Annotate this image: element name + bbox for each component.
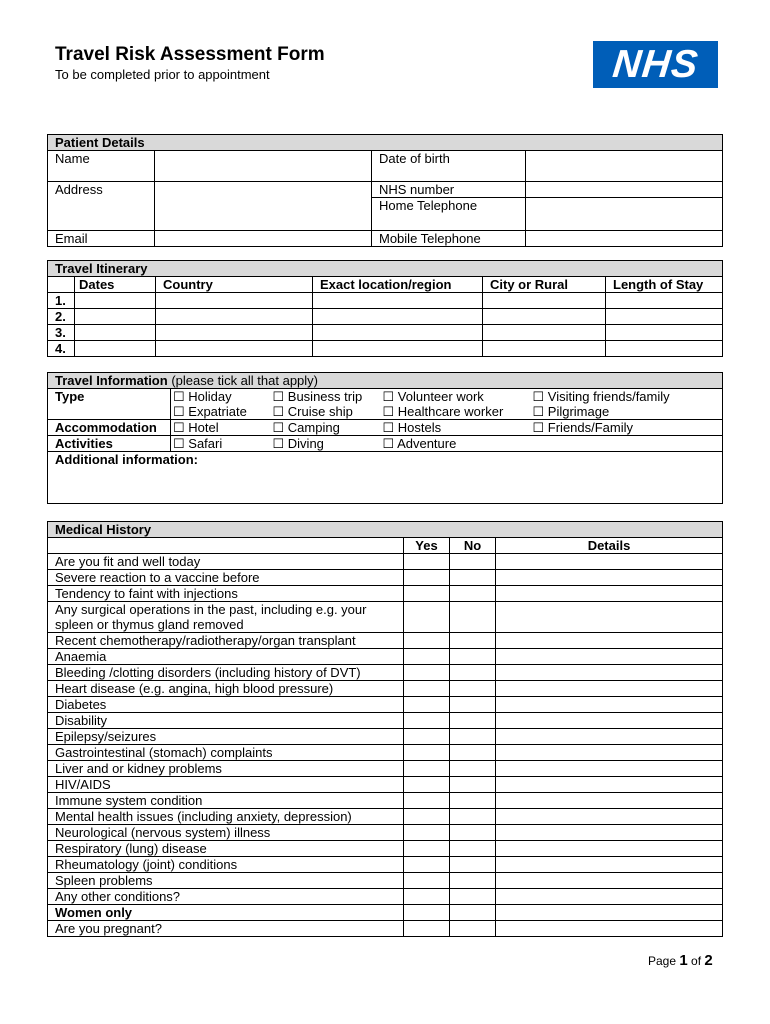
condition-no-cell[interactable]	[450, 713, 496, 729]
travel-itinerary-heading: Travel Itinerary	[48, 261, 723, 277]
condition-label: Disability	[48, 713, 404, 729]
checkbox-diving[interactable]: ☐ Diving	[271, 436, 381, 452]
condition-no-cell[interactable]	[450, 633, 496, 649]
condition-yes-cell[interactable]	[404, 602, 450, 633]
activities-empty-cell	[531, 436, 723, 452]
medical-history-row	[48, 570, 723, 586]
checkbox-healthcare-worker[interactable]: ☐ Healthcare worker	[382, 404, 504, 419]
medical-history-row	[48, 873, 723, 889]
women-only-details-cell	[496, 905, 723, 921]
condition-yes-cell[interactable]	[404, 665, 450, 681]
condition-label: Liver and or kidney problems	[48, 761, 404, 777]
condition-no-cell[interactable]	[450, 809, 496, 825]
condition-details-cell[interactable]	[496, 841, 723, 857]
condition-no-cell[interactable]	[450, 681, 496, 697]
condition-yes-cell[interactable]	[404, 793, 450, 809]
condition-label: Mental health issues (including anxiety, depression)	[48, 809, 404, 825]
country-cell[interactable]	[156, 293, 313, 309]
location-cell[interactable]	[313, 309, 483, 325]
medical-history-row	[48, 793, 723, 809]
home-telephone-label: Home Telephone	[372, 198, 526, 231]
home-telephone-field[interactable]	[526, 198, 723, 231]
condition-label: Gastrointestinal (stomach) complaints	[48, 745, 404, 761]
mobile-telephone-label: Mobile Telephone	[372, 231, 526, 247]
checkbox-friends-family[interactable]: ☐ Friends/Family	[531, 420, 723, 436]
travel-information-heading: Travel Information (please tick all that apply)	[48, 373, 723, 389]
travel-information-table	[47, 372, 723, 504]
condition-no-cell[interactable]	[450, 554, 496, 570]
condition-details-cell[interactable]	[496, 681, 723, 697]
condition-details-cell[interactable]	[496, 825, 723, 841]
dates-cell[interactable]	[75, 293, 156, 309]
condition-yes-cell[interactable]	[404, 633, 450, 649]
dates-cell[interactable]	[75, 325, 156, 341]
city-rural-cell[interactable]	[483, 309, 606, 325]
condition-details-cell[interactable]	[496, 777, 723, 793]
page-title: Travel Risk Assessment Form	[55, 44, 325, 65]
pregnant-yes-cell[interactable]	[404, 921, 450, 937]
condition-no-cell[interactable]	[450, 586, 496, 602]
condition-details-cell[interactable]	[496, 793, 723, 809]
condition-label: Recent chemotherapy/radiotherapy/organ transplant	[48, 633, 404, 649]
column-header-length-of-stay: Length of Stay	[606, 277, 723, 293]
condition-label: Neurological (nervous system) illness	[48, 825, 404, 841]
women-only-heading: Women only	[48, 905, 404, 921]
condition-details-cell[interactable]	[496, 761, 723, 777]
checkbox-hotel[interactable]: ☐ Hotel	[171, 420, 271, 436]
medical-history-row	[48, 602, 723, 633]
location-cell[interactable]	[313, 293, 483, 309]
length-of-stay-cell[interactable]	[606, 325, 723, 341]
condition-yes-cell[interactable]	[404, 857, 450, 873]
condition-no-cell[interactable]	[450, 825, 496, 841]
address-label: Address	[48, 182, 155, 231]
country-cell[interactable]	[156, 309, 313, 325]
row-number: 1.	[48, 293, 75, 309]
medical-history-row	[48, 554, 723, 570]
page-number: Page 1 of 2	[648, 952, 713, 969]
checkbox-adventure[interactable]: ☐ Adventure	[381, 436, 531, 452]
checkbox-business-trip[interactable]: ☐ Business trip	[271, 389, 381, 405]
email-field[interactable]	[155, 231, 372, 247]
condition-details-cell[interactable]	[496, 586, 723, 602]
condition-yes-cell[interactable]	[404, 873, 450, 889]
condition-yes-cell[interactable]	[404, 841, 450, 857]
row-number: 3.	[48, 325, 75, 341]
condition-label: Rheumatology (joint) conditions	[48, 857, 404, 873]
condition-yes-cell[interactable]	[404, 713, 450, 729]
nhs-number-field[interactable]	[526, 182, 723, 198]
condition-no-cell[interactable]	[450, 857, 496, 873]
medical-history-row	[48, 665, 723, 681]
name-field[interactable]	[155, 151, 372, 182]
row-number: 2.	[48, 309, 75, 325]
condition-details-cell[interactable]	[496, 857, 723, 873]
row-number: 4.	[48, 341, 75, 357]
condition-yes-cell[interactable]	[404, 745, 450, 761]
medical-history-row	[48, 713, 723, 729]
row-number-header	[48, 277, 75, 293]
condition-no-cell[interactable]	[450, 729, 496, 745]
length-of-stay-cell[interactable]	[606, 293, 723, 309]
condition-yes-cell[interactable]	[404, 649, 450, 665]
travel-itinerary-table	[47, 260, 723, 357]
condition-yes-cell[interactable]	[404, 697, 450, 713]
checkbox-holiday[interactable]: ☐ Holiday	[171, 389, 271, 405]
email-label: Email	[48, 231, 155, 247]
condition-label: Any surgical operations in the past, including e.g. your spleen or thymus gland removed	[48, 602, 404, 633]
condition-no-cell[interactable]	[450, 889, 496, 905]
type-label: Type	[48, 389, 171, 420]
condition-yes-cell[interactable]	[404, 825, 450, 841]
condition-details-cell[interactable]	[496, 602, 723, 633]
condition-label: Bleeding /clotting disorders (including history of DVT)	[48, 665, 404, 681]
city-rural-cell[interactable]	[483, 293, 606, 309]
pregnant-no-cell[interactable]	[450, 921, 496, 937]
address-field[interactable]	[155, 182, 372, 231]
length-of-stay-cell[interactable]	[606, 309, 723, 325]
medical-history-row	[48, 809, 723, 825]
pregnant-label: Are you pregnant?	[48, 921, 404, 937]
medical-history-row	[48, 729, 723, 745]
condition-no-cell[interactable]	[450, 649, 496, 665]
condition-no-cell[interactable]	[450, 602, 496, 633]
condition-no-cell[interactable]	[450, 697, 496, 713]
name-label: Name	[48, 151, 155, 182]
condition-details-cell[interactable]	[496, 649, 723, 665]
checkbox-pilgrimage[interactable]: ☐ Pilgrimage	[531, 404, 723, 420]
condition-label: Anaemia	[48, 649, 404, 665]
medical-history-table	[47, 521, 723, 937]
women-only-yes-cell	[404, 905, 450, 921]
mobile-telephone-field[interactable]	[526, 231, 723, 247]
condition-no-cell[interactable]	[450, 777, 496, 793]
condition-label: Epilepsy/seizures	[48, 729, 404, 745]
medical-history-row	[48, 697, 723, 713]
condition-yes-cell[interactable]	[404, 761, 450, 777]
column-header-no: No	[450, 538, 496, 554]
condition-yes-cell[interactable]	[404, 586, 450, 602]
patient-details-table	[47, 134, 723, 247]
condition-no-cell[interactable]	[450, 570, 496, 586]
condition-label: Immune system condition	[48, 793, 404, 809]
women-only-no-cell	[450, 905, 496, 921]
condition-label: Heart disease (e.g. angina, high blood pressure)	[48, 681, 404, 697]
checkbox-cruise-ship[interactable]: ☐ Cruise ship	[272, 404, 353, 419]
condition-label: Severe reaction to a vaccine before	[48, 570, 404, 586]
condition-details-cell[interactable]	[496, 745, 723, 761]
condition-details-cell[interactable]	[496, 665, 723, 681]
condition-details-cell[interactable]	[496, 633, 723, 649]
patient-details-heading: Patient Details	[48, 135, 723, 151]
accommodation-label: Accommodation	[48, 420, 171, 436]
additional-information-label: Additional information:	[55, 452, 198, 467]
activities-label: Activities	[48, 436, 171, 452]
condition-details-cell[interactable]	[496, 570, 723, 586]
condition-label: Any other conditions?	[48, 889, 404, 905]
condition-label: Spleen problems	[48, 873, 404, 889]
condition-yes-cell[interactable]	[404, 729, 450, 745]
condition-no-cell[interactable]	[450, 841, 496, 857]
dates-cell[interactable]	[75, 341, 156, 357]
condition-no-cell[interactable]	[450, 873, 496, 889]
checkbox-visiting-friends-family[interactable]: ☐ Visiting friends/family	[531, 389, 723, 405]
condition-no-cell[interactable]	[450, 665, 496, 681]
condition-yes-cell[interactable]	[404, 570, 450, 586]
medical-history-row	[48, 761, 723, 777]
additional-information-field[interactable]	[48, 452, 723, 504]
checkbox-volunteer-work[interactable]: ☐ Volunteer work	[381, 389, 531, 405]
medical-history-row	[48, 649, 723, 665]
condition-no-cell[interactable]	[450, 745, 496, 761]
city-rural-cell[interactable]	[483, 325, 606, 341]
condition-no-cell[interactable]	[450, 761, 496, 777]
condition-yes-cell[interactable]	[404, 777, 450, 793]
condition-details-cell[interactable]	[496, 873, 723, 889]
checkbox-hostels[interactable]: ☐ Hostels	[381, 420, 531, 436]
dates-cell[interactable]	[75, 309, 156, 325]
column-header-yes: Yes	[404, 538, 450, 554]
medical-history-row	[48, 633, 723, 649]
condition-label: Are you fit and well today	[48, 554, 404, 570]
condition-label: HIV/AIDS	[48, 777, 404, 793]
medical-history-row	[48, 825, 723, 841]
condition-label: Respiratory (lung) disease	[48, 841, 404, 857]
column-header-location: Exact location/region	[313, 277, 483, 293]
medical-history-heading: Medical History	[48, 522, 723, 538]
column-header-dates: Dates	[75, 277, 156, 293]
country-cell[interactable]	[156, 341, 313, 357]
condition-details-cell[interactable]	[496, 697, 723, 713]
location-cell[interactable]	[313, 341, 483, 357]
location-cell[interactable]	[313, 325, 483, 341]
condition-yes-cell[interactable]	[404, 889, 450, 905]
dob-label: Date of birth	[372, 151, 526, 182]
medical-history-row	[48, 857, 723, 873]
condition-no-cell[interactable]	[450, 793, 496, 809]
condition-details-cell[interactable]	[496, 713, 723, 729]
pregnant-details-cell[interactable]	[496, 921, 723, 937]
condition-details-cell[interactable]	[496, 889, 723, 905]
medical-history-row	[48, 681, 723, 697]
medical-history-row	[48, 745, 723, 761]
nhs-logo: NHS	[593, 41, 718, 88]
condition-yes-cell[interactable]	[404, 554, 450, 570]
dob-field[interactable]	[526, 151, 723, 182]
country-cell[interactable]	[156, 325, 313, 341]
condition-details-cell[interactable]	[496, 809, 723, 825]
length-of-stay-cell[interactable]	[606, 341, 723, 357]
column-header-details: Details	[496, 538, 723, 554]
city-rural-cell[interactable]	[483, 341, 606, 357]
checkbox-safari[interactable]: ☐ Safari	[171, 436, 271, 452]
condition-label: Diabetes	[48, 697, 404, 713]
condition-yes-cell[interactable]	[404, 809, 450, 825]
medical-history-row	[48, 841, 723, 857]
medical-history-row	[48, 586, 723, 602]
medical-history-row	[48, 777, 723, 793]
condition-label: Tendency to faint with injections	[48, 586, 404, 602]
medical-history-row	[48, 889, 723, 905]
condition-details-cell[interactable]	[496, 729, 723, 745]
nhs-number-label: NHS number	[372, 182, 526, 198]
page-subtitle: To be completed prior to appointment	[55, 67, 270, 82]
checkbox-expatriate[interactable]: ☐ Expatriate	[173, 404, 247, 419]
column-header-city-rural: City or Rural	[483, 277, 606, 293]
column-header-country: Country	[156, 277, 313, 293]
checkbox-camping[interactable]: ☐ Camping	[271, 420, 381, 436]
condition-details-cell[interactable]	[496, 554, 723, 570]
condition-column-header	[48, 538, 404, 554]
condition-yes-cell[interactable]	[404, 681, 450, 697]
